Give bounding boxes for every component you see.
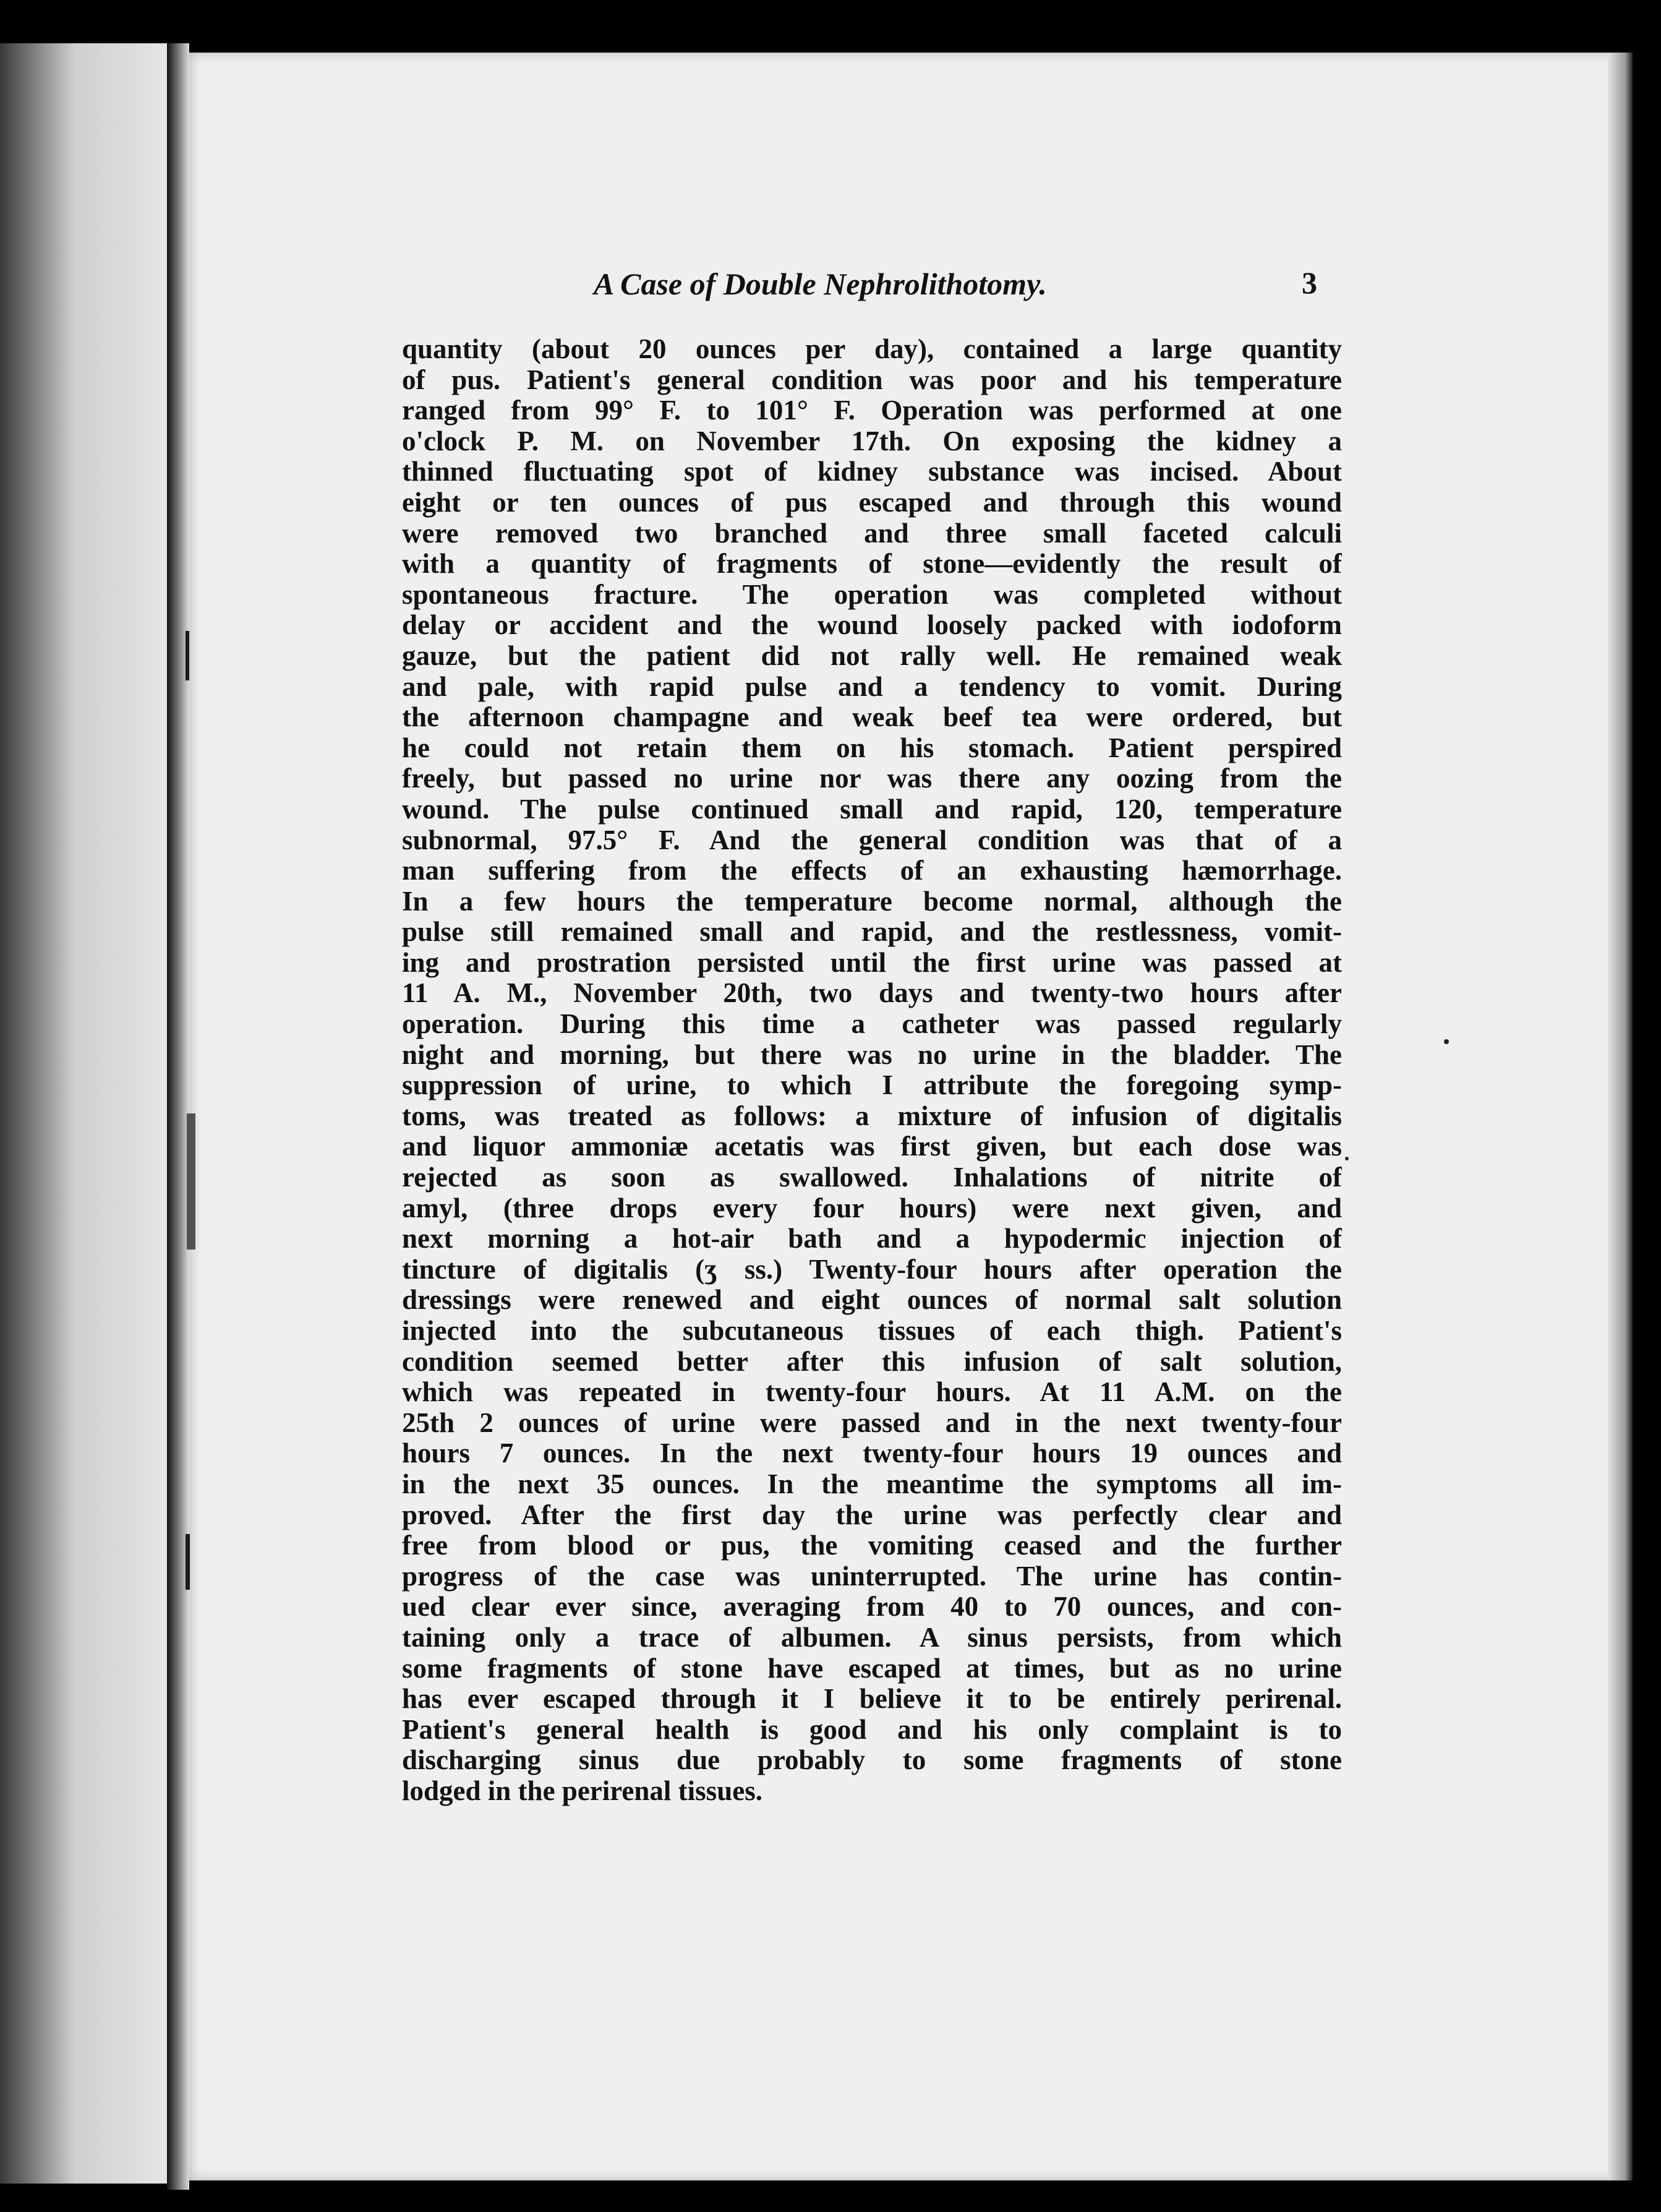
text-line: and pale, with rapid pulse and a tendency to vomit. During: [402, 671, 1342, 702]
text-line: the afternoon champagne and weak beef tea were ordered, but: [402, 702, 1342, 733]
text-line: with a quantity of fragments of stone—evidently the result of: [402, 549, 1342, 580]
text-line: which was repeated in twenty-four hours. At 11 A.M. on the: [402, 1377, 1342, 1408]
text-line: night and morning, but there was no urine in the bladder. The: [402, 1039, 1342, 1070]
text-line: freely, but passed no urine nor was there any oozing from the: [402, 763, 1342, 794]
text-line: taining only a trace of albumen. A sinus persists, from which: [402, 1622, 1342, 1653]
binding-gutter: [167, 43, 189, 2190]
text-line: some fragments of stone have escaped at times, but as no urine: [402, 1653, 1342, 1684]
text-line: condition seemed better after this infusion of salt solution,: [402, 1346, 1342, 1377]
text-line: spontaneous fracture. The operation was completed without: [402, 579, 1342, 610]
binding-thread-mark: [187, 1113, 195, 1250]
text-line: discharging sinus due probably to some fragments of stone: [402, 1745, 1342, 1776]
text-line: gauze, but the patient did not rally well. He remained weak: [402, 640, 1342, 671]
text-line: lodged in the perirenal tissues.: [402, 1775, 762, 1806]
text-line: quantity (about 20 ounces per day), contained a large quantity: [402, 334, 1342, 364]
text-line: thinned fluctuating spot of kidney substance was incised. About: [402, 457, 1342, 487]
text-line: 11 A. M., November 20th, two days and twenty-two hours after: [402, 978, 1342, 1009]
running-head: A Case of Double Nephrolithotomy.: [594, 267, 1047, 301]
text-line: ued clear ever since, averaging from 40 to 70 ounces, and con-: [402, 1592, 1342, 1623]
body-text: [402, 334, 1342, 1807]
text-line: rejected as soon as swallowed. Inhalations of nitrite of: [402, 1162, 1342, 1193]
text-line: ranged from 99° F. to 101° F. Operation was performed at one: [402, 395, 1342, 426]
text-line: and liquor ammoniæ acetatis was first given, but each dose was: [402, 1131, 1342, 1162]
text-line: were removed two branched and three small faceted calculi: [402, 518, 1342, 549]
text-line: In a few hours the temperature become normal, although the: [402, 886, 1342, 917]
text-line: progress of the case was uninterrupted. The urine has contin-: [402, 1561, 1342, 1592]
text-line: injected into the subcutaneous tissues of each thigh. Patient's: [402, 1316, 1342, 1346]
text-line: of pus. Patient's general condition was poor and his temperature: [402, 364, 1342, 395]
text-line: ing and prostration persisted until the first urine was passed at: [402, 947, 1342, 978]
text-line: delay or accident and the wound loosely packed with iodoform: [402, 610, 1342, 641]
text-line: amyl, (three drops every four hours) were next given, and: [402, 1193, 1342, 1224]
text-line: next morning a hot-air bath and a hypodermic injection of: [402, 1224, 1342, 1254]
text-line: has ever escaped through it I believe it to be entirely perirenal.: [402, 1684, 1342, 1715]
text-line: wound. The pulse continued small and rapid, 120, temperature: [402, 794, 1342, 825]
binding-thread-mark: [186, 631, 189, 680]
text-line: Patient's general health is good and his only complaint is to: [402, 1714, 1342, 1745]
text-line: o'clock P. M. on November 17th. On exposing the kidney a: [402, 426, 1342, 457]
text-line: 25th 2 ounces of urine were passed and in the next twenty-four: [402, 1407, 1342, 1438]
text-line: dressings were renewed and eight ounces of normal salt solution: [402, 1285, 1342, 1316]
text-line: in the next 35 ounces. In the meantime the symptoms all im-: [402, 1468, 1342, 1499]
page-right-edge: [1608, 53, 1633, 2180]
text-line: man suffering from the effects of an exhausting hæmorrhage.: [402, 855, 1342, 886]
text-line: toms, was treated as follows: a mixture of infusion of digitalis: [402, 1100, 1342, 1131]
scan-speck: [1444, 1039, 1449, 1044]
binding-thread-mark: [186, 1534, 190, 1590]
text-line: proved. After the first day the urine was perfectly clear and: [402, 1499, 1342, 1530]
text-line: pulse still remained small and rapid, and the restlessness, vomit-: [402, 917, 1342, 948]
page-number: 3: [1302, 265, 1317, 300]
scan-speck: [1345, 1157, 1349, 1160]
text-line: subnormal, 97.5° F. And the general condition was that of a: [402, 825, 1342, 855]
text-line: hours 7 ounces. In the next twenty-four hours 19 ounces and: [402, 1438, 1342, 1469]
text-line: tincture of digitalis (ʒ ss.) Twenty-four hours after operation the: [402, 1254, 1342, 1285]
facing-page-edge: [0, 43, 186, 2184]
text-line: suppression of urine, to which I attribute the foregoing symp-: [402, 1070, 1342, 1101]
text-line: operation. During this time a catheter was passed regularly: [402, 1009, 1342, 1040]
text-line: free from blood or pus, the vomiting ceased and the further: [402, 1530, 1342, 1561]
text-line: eight or ten ounces of pus escaped and through this wound: [402, 487, 1342, 518]
text-line: he could not retain them on his stomach. Patient perspired: [402, 732, 1342, 763]
